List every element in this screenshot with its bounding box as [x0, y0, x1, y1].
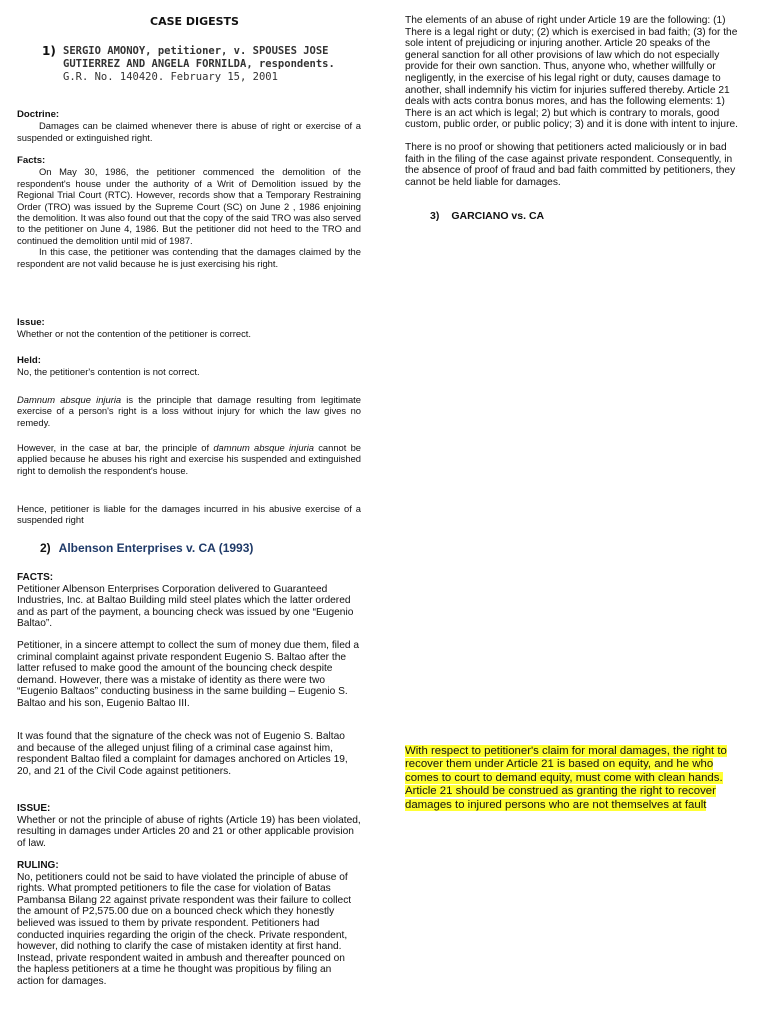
held-text: No, the petitioner's contention is not correct. [17, 366, 200, 378]
case1-facts-section [17, 155, 361, 269]
case2-no-proof-paragraph: There is no proof or showing that petitioners acted maliciously or in bad faith in the filing of the case against private respondent. Consequently, in the absence of proof of fraud and bad faith committed by petitioners, they cannot be held liable for damages. [405, 141, 736, 188]
case1-parties: SERGIO AMONOY, petitioner, v. SPOUSES JOSE GUTIERREZ AND ANGELA FORNILDA, respondents. [63, 45, 335, 70]
right-column [405, 15, 746, 188]
case1-number: 1) [42, 44, 56, 58]
page-title: CASE DIGESTS [150, 15, 239, 28]
damnum-term: Damnum absque injuria [17, 394, 122, 405]
case1-issue-section [17, 317, 361, 340]
case3-highlighted-paragraph [405, 745, 749, 812]
facts-paragraph-2: In this case, the petitioner was contending that the damages claimed by the respondent are not valid because he is just exercising his right. [17, 246, 361, 269]
case1-gr-number: G.R. No. 140420. February 15, 2001 [63, 71, 278, 83]
case3-heading [430, 210, 544, 222]
case1-doctrine-section [17, 109, 361, 143]
facts-paragraph-1: On May 30, 1986, the petitioner commenced the demolition of the respondent's house under the authority of a Writ of Demolition issued by the Regional Trial Court (RTC). However, records show that a Temporary Restraining Order (TRO) was issued by the Supreme Court (SC) on June 2 , 1986 enjoining the demolition. It was also found out that the copy of the said TRO was also served to the petitioner on June 4, 1986. But the petitioner did not heed to the TRO and continued the demolition until mid of 1987. [17, 166, 361, 246]
case3-number: 3) [430, 210, 440, 222]
hence-paragraph: Hence, petitioner is liable for the damages incurred in his abusive exercise of a suspended right [17, 503, 361, 526]
case2-facts-label: FACTS: [17, 572, 54, 583]
issue-text: Whether or not the contention of the petitioner is correct. [17, 328, 251, 340]
case2-number: 2) [40, 541, 51, 555]
damnum-text: is the principle that damage resulting from legitimate exercise of a person's right is a loss without injury for which the law gives no remedy. [17, 394, 361, 428]
case2-heading [40, 541, 253, 555]
doctrine-label: Doctrine: [17, 109, 60, 120]
however-paragraph [17, 442, 361, 476]
case2-ruling-label: RULING: [17, 860, 59, 871]
damnum-paragraph [17, 394, 361, 428]
case2-ruling-section [17, 860, 361, 988]
case2-facts-section [17, 572, 361, 630]
however-term: damnum absque injuria [213, 442, 314, 453]
held-label: Held: [17, 355, 41, 366]
case1-held-section [17, 355, 361, 378]
case3-title: GARCIANO vs. CA [451, 210, 545, 222]
case2-title: Albenson Enterprises v. CA (1993) [58, 541, 254, 555]
case2-elements-paragraph: The elements of an abuse of right under Article 19 are the following: (1) There is a legal right or duty; (2) which is exercised in bad faith; (3) for the sole intent of prejudicing or injuring another. Article 20 speaks of the general sanction for all other provisions of law which do not especially provide for their own sanction. Thus, anyone who, whether willfully or negligently, in the exercise of his legal right or duty, causes damage to another, shall indemnify his victim for injuries suffered thereby. Article 21 deals with acts contra bonus mores, and has the following elements: 1) There is an act which is legal; 2) but which is contrary to morals, good custom, public order, or public policy; 3) and it is done with intent to injure. [405, 15, 738, 131]
facts-label: Facts: [17, 155, 46, 166]
case2-facts-paragraph-1: Petitioner Albenson Enterprises Corporation delivered to Guaranteed Industries, Inc. at Baltao Building mild steel plates which the latter ordered and as part of the payment, a bouncing check was issued by one “Eugenio Baltao”. [17, 583, 354, 630]
however-prefix: However, in the case at bar, the principle of [17, 442, 214, 453]
case2-issue-label: ISSUE: [17, 803, 51, 814]
case2-facts-paragraph-2: Petitioner, in a sincere attempt to collect the sum of money due them, filed a criminal complaint against private respondent Eugenio S. Baltao after the latter refused to make good the amount of the bouncing check despite demand. However, there was a mistake of identity as there were two “Eugenio Baltaos” conducting business in the same building – Eugenio S. Baltao and his son, Eugenio Baltao III. [17, 640, 360, 709]
case2-facts-paragraph-3: It was found that the signature of the check was not of Eugenio S. Baltao and because of the alleged unjust filing of a criminal case against him, respondent Baltao filed a complaint for damages anchored on Articles 19, 20, and 21 of the Civil Code against petitioners. [17, 731, 348, 777]
case2-issue-section [17, 803, 361, 849]
case2-issue-text: Whether or not the principle of abuse of rights (Article 19) has been violated, resulting in damages under Articles 20 and 21 or other applicable provision of law. [17, 814, 361, 849]
case3-highlight-text: With respect to petitioner's claim for moral damages, the right to recover them under Article 21 is based on equity, and he who comes to court to demand equity, must come with clean hands. Article 21 should be construed as granting the right to recover damages to injured persons who are not themselves at fault [405, 745, 727, 811]
issue-label: Issue: [17, 317, 45, 328]
case2-ruling-text: No, petitioners could not be said to have violated the principle of abuse of rights. What prompted petitioners to file the case for violation of Batas Pambansa Bilang 22 against private respondent was their failure to collect the amount of P2,575.00 due on a bounced check which they honestly believed was issued to them by private respondent. Petitioners had conducted inquiries regarding the origin of the check. Private respondent, however, did nothing to clarify the case of mistaken identity at first hand. Instead, private respondent waited in ambush and thereafter pounced on the hapless petitioners at a time he thought was propitious by filing an action for damages. [17, 871, 352, 987]
however-text: cannot be applied because he abuses his right and exercise his suspended and extinguished right to demolish the respondent's house. [17, 442, 361, 476]
doctrine-text: Damages can be claimed whenever there is abuse of right or exercise of a suspended or extinguished right. [17, 120, 361, 143]
case1-heading [42, 45, 362, 84]
